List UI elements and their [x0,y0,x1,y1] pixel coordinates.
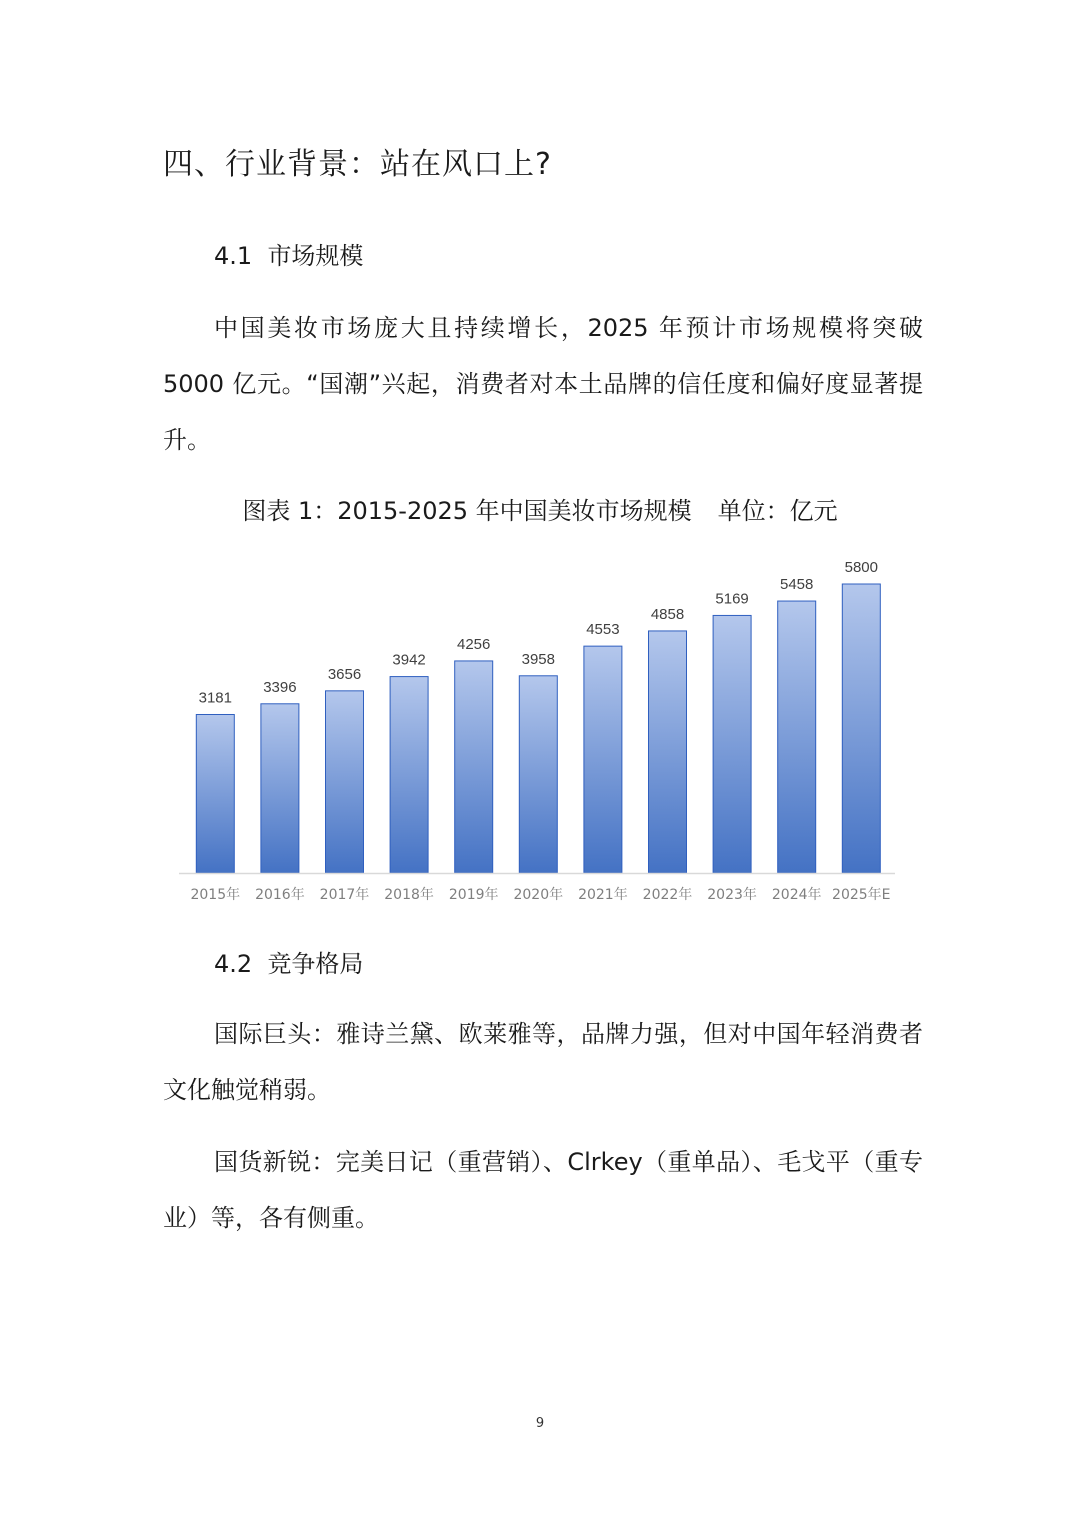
paragraph-domestic-brands: 国货新锐：完美日记（重营销）、Clrkey（重单品）、毛戈平（重专业）等，各有侧重。 [163,1148,923,1232]
data-label: 3181 [198,689,232,707]
x-tick-label: 2024年 [771,887,822,903]
page-number: 9 [535,1416,545,1431]
x-tick-label: 2020年 [513,887,564,903]
data-label: 3396 [263,678,297,696]
paragraph-international-brands: 国际巨头：雅诗兰黛、欧莱雅等，品牌力强，但对中国年轻消费者文化触觉稍弱。 [163,1020,923,1104]
x-tick-label: 2025年E [832,887,891,903]
bar-2023年 [713,615,751,873]
bar-2015年 [196,714,234,873]
data-label: 5800 [844,559,878,576]
x-tick-label: 2017年 [319,887,370,903]
subsection-title: 竞争格局 [267,950,364,978]
subsection-title: 市场规模 [267,242,364,270]
subsection-heading-competition [214,944,363,984]
data-label: 4256 [457,635,491,653]
bar-2017年 [326,691,364,873]
x-tick-label: 2021年 [578,887,628,903]
data-label: 5169 [715,590,749,608]
data-label: 4553 [586,621,620,639]
x-tick-label: 2015年 [190,887,241,903]
bar-2024年 [778,601,816,873]
bar-2020年 [519,676,557,873]
market-size-bar-chart [175,552,905,912]
bar-2018年 [390,677,428,873]
x-tick-label: 2018年 [384,887,434,903]
x-tick-label: 2023年 [707,887,757,903]
chart-caption [0,488,1080,534]
subsection-heading-market-size [214,236,363,276]
section-title: 四、行业背景：站在风口上? [163,147,552,182]
caption-unit: 单位：亿元 [717,497,838,525]
subsection-number: 4.1 [214,242,253,270]
paragraph-market-size: 中国美妆市场庞大且持续增长，2025 年预计市场规模将突破 5000 亿元。“国潮”兴起，消费者对本土品牌的信任度和偏好度显著提升。 [163,314,923,454]
bar-2022年 [649,631,687,873]
bar-2025年E [842,584,880,873]
bar-2021年 [584,646,622,873]
data-label: 3958 [521,650,555,668]
bar-2016年 [261,704,299,873]
data-label: 4858 [650,605,685,623]
data-label: 3656 [327,665,362,683]
x-tick-label: 2016年 [255,887,305,903]
x-tick-label: 2019年 [448,887,499,903]
caption-main: 图表 1：2015-2025 年中国美妆市场规模 [242,497,692,525]
subsection-number: 4.2 [214,950,253,978]
data-label: 3942 [392,651,426,669]
x-tick-label: 2022年 [642,887,693,903]
data-label: 5458 [780,576,814,594]
bar-2019年 [455,661,493,873]
